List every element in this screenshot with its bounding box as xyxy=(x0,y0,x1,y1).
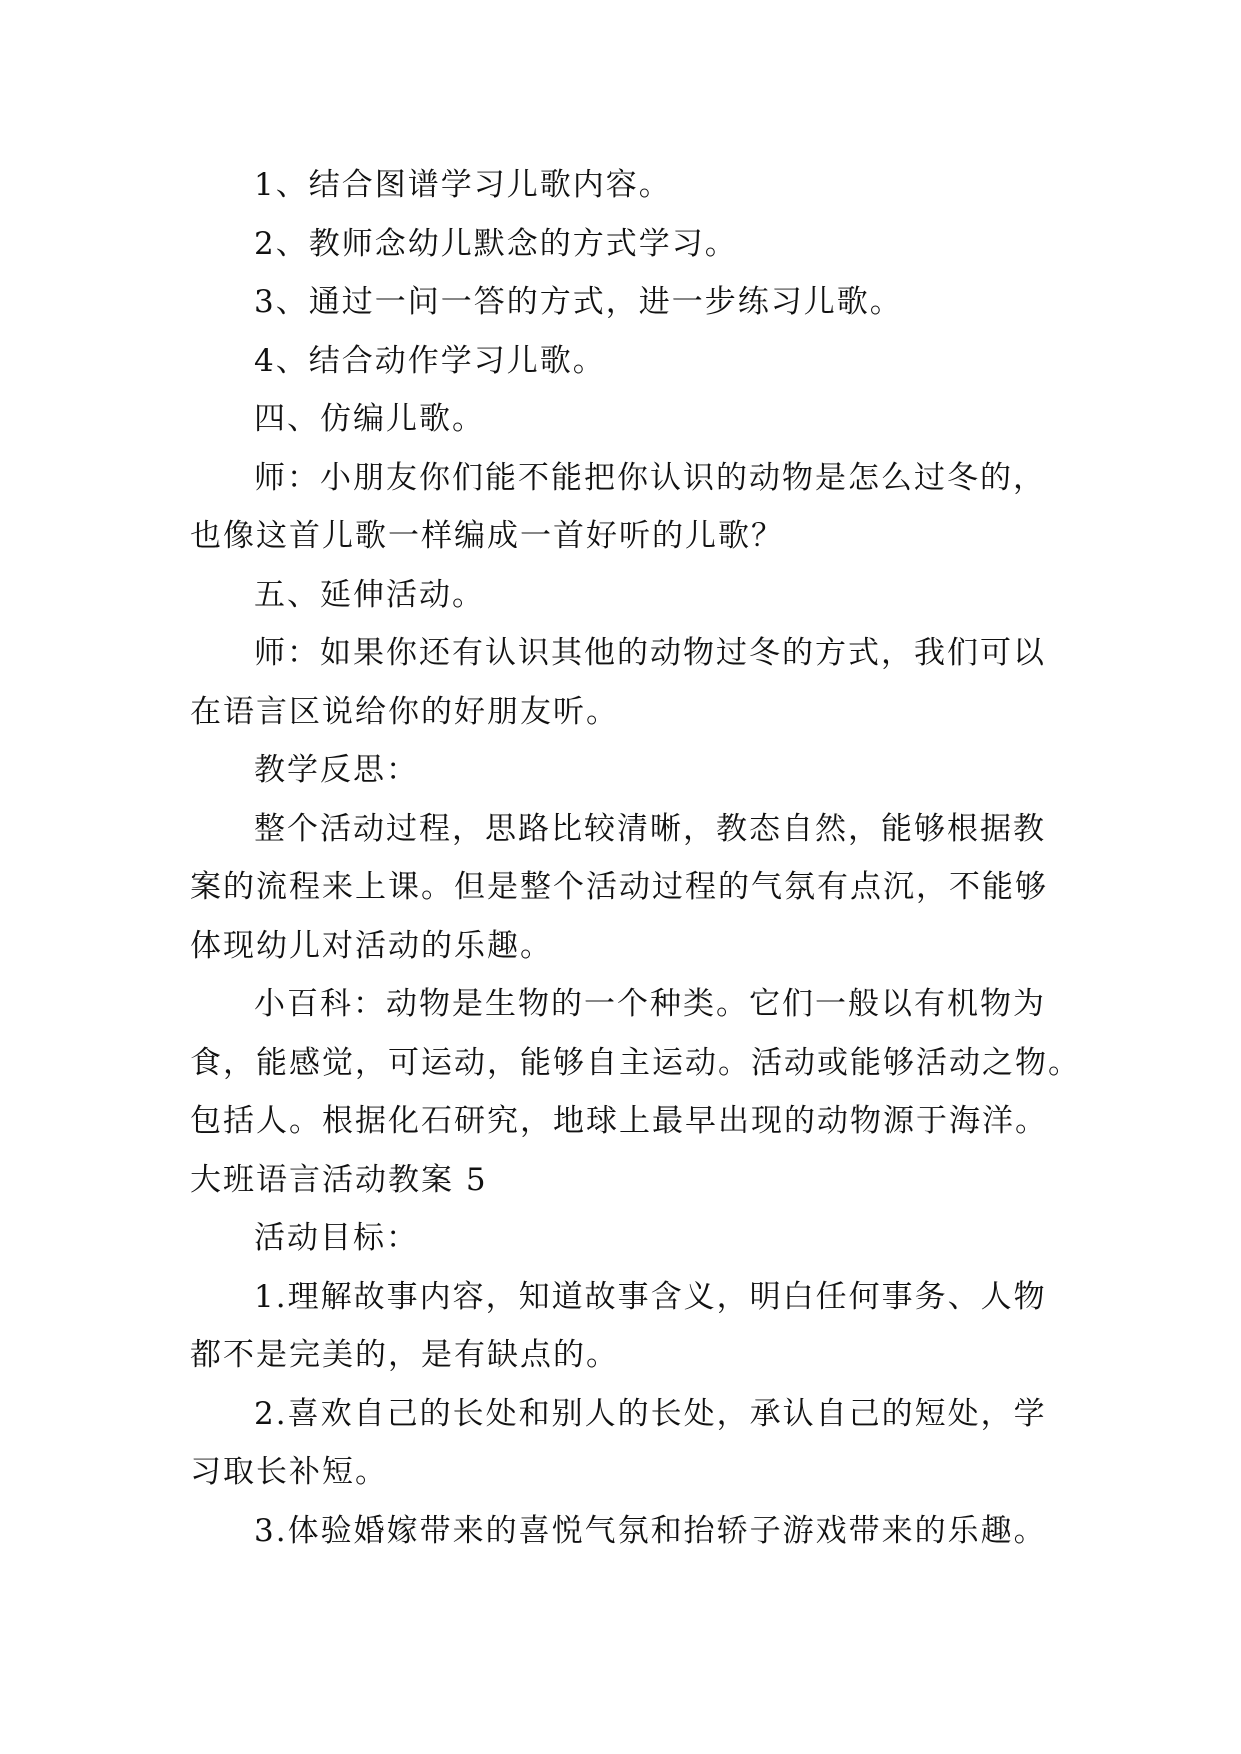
section-heading: 活动目标： xyxy=(254,1220,419,1256)
text-line: 师：如果你还有认识其他的动物过冬的方式，我们可以 xyxy=(254,635,1046,671)
text-line: 案的流程来上课。但是整个活动过程的气氛有点沉，不能够 xyxy=(190,869,1048,905)
text-line: 1.理解故事内容，知道故事含义，明白任何事务、人物 xyxy=(254,1278,1047,1315)
section-heading: 四、仿编儿歌。 xyxy=(254,401,485,437)
text-line: 都不是完美的，是有缺点的。 xyxy=(190,1337,619,1373)
document-title: 大班语言活动教案 5 xyxy=(190,1161,488,1198)
text-line: 整个活动过程，思路比较清晰，教态自然，能够根据教 xyxy=(254,810,1046,847)
document-body xyxy=(190,156,1081,1560)
text-line: 食，能感觉，可运动，能够自主运动。活动或能够活动之物。 xyxy=(190,1044,1081,1081)
text-line: 4、结合动作学习儿歌。 xyxy=(254,342,606,379)
text-line: 习取长补短。 xyxy=(190,1454,388,1490)
text-line: 3、通过一问一答的方式，进一步练习儿歌。 xyxy=(254,284,903,320)
text-line: 2、教师念幼儿默念的方式学习。 xyxy=(254,225,738,262)
text-line: 师：小朋友你们能不能把你认识的动物是怎么过冬的， xyxy=(254,459,1046,496)
text-line: 也像这首儿歌一样编成一首好听的儿歌？ xyxy=(190,518,784,554)
section-heading: 教学反思： xyxy=(254,752,419,788)
section-heading: 五、延伸活动。 xyxy=(254,576,485,613)
text-line: 1、结合图谱学习儿歌内容。 xyxy=(254,167,672,203)
text-line: 体现幼儿对活动的乐趣。 xyxy=(190,927,553,964)
text-line: 包括人。根据化石研究，地球上最早出现的动物源于海洋。 xyxy=(190,1103,1048,1139)
text-line: 小百科：动物是生物的一个种类。它们一般以有机物为 xyxy=(254,986,1046,1022)
text-line: 2.喜欢自己的长处和别人的长处，承认自己的短处，学 xyxy=(254,1395,1047,1432)
text-line: 3.体验婚嫁带来的喜悦气氛和抬轿子游戏带来的乐趣。 xyxy=(254,1512,1047,1549)
text-line: 在语言区说给你的好朋友听。 xyxy=(190,693,619,730)
